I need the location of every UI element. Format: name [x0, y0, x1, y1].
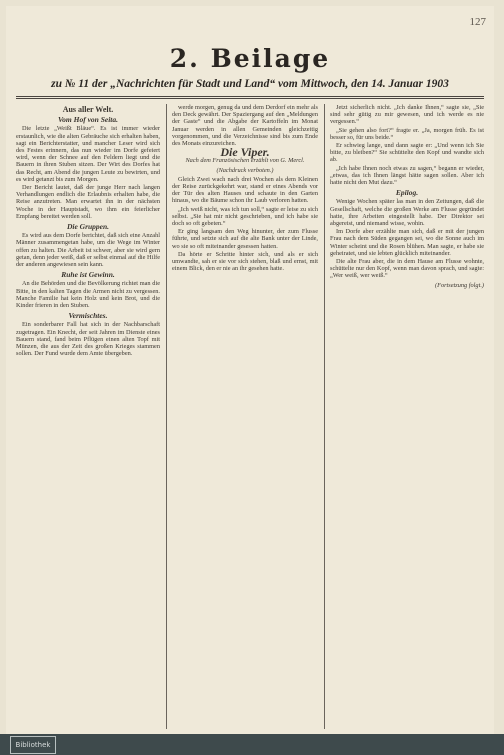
continuation-note: (Fortsetzung folgt.) [435, 281, 484, 289]
header-rule-top [16, 96, 484, 97]
story-paragraph: Die alte Frau aber, die in dem Hause am Flusse wohnte, schüttelte nur den Kopf, wenn man davon sprach, und sagte: „Wer weiß, wer weiß.“ [330, 258, 484, 280]
section-heading: Ruhe ist Gewinn. [61, 270, 115, 280]
column-divider-right [324, 104, 325, 729]
newspaper-page [6, 6, 494, 734]
scan-footer-bar [0, 734, 504, 755]
article-paragraph: Es wird aus dem Dorfe berichtet, daß sich eine Anzahl Männer zusammengetan habe, um die Wege im Winter offen zu halten. Die Arbeit ist schwer, aber sie wird gern getan, denn jeder weiß, daß er selbst einmal auf die Hilfe der anderen angewiesen sein kann. [16, 232, 160, 269]
story-paragraph: Wenige Wochen später las man in den Zeitungen, daß die Gesellschaft, welche die großen Werke am Flusse gegründet hatte, ihre Arbeiten eingestellt habe. Der Direktor sei abgereist, und niemand wisse, wohin. [330, 198, 484, 228]
article-paragraph: werde morgen, genug da und dem Derdorf ein mehr als den Deck gewährt. Der Spaziergang auf den „Meldungen der Gaste“ und die Abgabe der Kartoffeln im Monat Januar werden in allen Gemeinden gleichzeitig vorgenommen, und die Verzeichnisse sind bis zum Ende des Monats einzureichen. [172, 104, 318, 148]
story-subtitle: Nach dem Französischen erzählt von G. Mercl. [185, 157, 305, 165]
article-paragraph: Die letzte „Weißt Bläue“. Es ist immer wieder erstaunlich, wie die alten Gebräuche sich erhalten haben, sagt ein Berichterstatter, und mancher Leser wird sich des Festes erinnern, das nun wieder im Dorfe gefeiert wird, wenn der Schnee auf den Feldern liegt und die Bauern in ihren Stuben sitzen. Der Wirt des Dorfes hat das Recht, am Abend die jungen Leute zu bewirten, und es wird getanzt bis zum Morgen. [16, 125, 160, 183]
section-heading: Die Gruppen. [66, 222, 110, 232]
story-paragraph: „Ich weiß nicht, was ich tun soll,“ sagte er leise zu sich selbst. „Sie hat mir nicht geschrieben, und ich habe sie doch so oft gebeten.“ [172, 205, 318, 228]
story-paragraph: Er ging langsam den Weg hinunter, der zum Flusse führte, und setzte sich auf die alte Bank unter der Linde, wo sie so oft miteinander gesessen hatten. [172, 228, 318, 250]
story-note: (Nachdruck verboten.) [216, 166, 274, 174]
story-paragraph: Jetzt sicherlich nicht. „Ich danke Ihnen,“ sagte sie, „Sie sind sehr gütig zu mir gewesen, und ich werde es nie vergessen.“ [330, 104, 484, 126]
page-title: 2. Beilage [169, 44, 331, 73]
article-paragraph: An die Behörden und die Bevölkerung richtet man die Bitte, in den kalten Tagen die Armen nicht zu vergessen. Manche Familie hat kein Holz und kein Brot, und die Kinder frieren in den Stuben. [16, 280, 160, 310]
header-rule-bottom [16, 98, 484, 99]
story-paragraph: „Ich habe Ihnen noch etwas zu sagen,“ begann er wieder, „etwas, das ich Ihnen längst hätte sagen sollen. Aber ich hatte nicht den Mut dazu.“ [330, 164, 484, 187]
article-paragraph: Ein sonderbarer Fall hat sich in der Nachbarschaft zugetragen. Ein Knecht, der seit Jahren im Dienste eines Bauern stand, fand beim Pflügen einen alten Topf mit Münzen, die aus der Zeit des großen Krieges stammen sollen. Der Fund wurde dem Amte übergeben. [16, 321, 160, 358]
middle-column [172, 104, 318, 729]
page-subtitle: zu № 11 der „Nachrichten für Stadt und Land“ vom Mittwoch, den 14. Januar 1903 [51, 78, 449, 90]
story-paragraph: Er schwieg lange, und dann sagte er: „Und wenn ich Sie bitte, zu bleiben?“ Sie schüttelte den Kopf und wandte sich ab. [330, 142, 484, 164]
story-paragraph: Da hörte er Schritte hinter sich, und als er sich umwandte, sah er sie vor sich stehen, blaß und ernst, mit einem Blick, den er nie an ihr gesehen hatte. [172, 250, 318, 273]
column-divider-left [166, 104, 167, 729]
story-paragraph: Gleich Zwei wach nach drei Wochen als dem Kleinen der Reise zurückgekehrt war, stand er eines Abends vor der Tür des alten Hauses und schaute in den Garten hinaus, wo die Bäume schon ihr Laub verloren hatten. [172, 175, 318, 205]
story-paragraph: „Sie gehen also fort?“ fragte er. „Ja, morgen früh. Es ist besser so, für uns beide.“ [330, 126, 484, 141]
story-paragraph: Im Dorfe aber erzählte man sich, daß er mit der jungen Frau nach dem Süden gegangen sei, wo die Sonne auch im Winter scheint und die Rosen blühen. Man sagte, er habe sie geheiratet, und sie lebten glücklich miteinander. [330, 228, 484, 257]
column-heading: Aus aller Welt. [62, 105, 114, 114]
library-seal: Bibliothek [10, 736, 56, 754]
section-heading: Epilog. [395, 188, 419, 198]
right-column [330, 104, 484, 729]
section-heading: Vermischtes. [68, 311, 108, 321]
left-column [16, 104, 160, 729]
article-paragraph: Der Bericht lautet, daß der junge Herr nach langen Verhandlungen endlich die Erlaubnis erhalten habe, die Reise anzutreten. Man erwartet ihn in der nächsten Woche in der Hauptstadt, wo ihm ein feierlicher Empfang bereitet werden soll. [16, 184, 160, 220]
page-number: 127 [469, 16, 486, 28]
section-heading: Vom Hof von Seita. [57, 115, 118, 125]
story-title: Die Viper. [220, 145, 270, 160]
